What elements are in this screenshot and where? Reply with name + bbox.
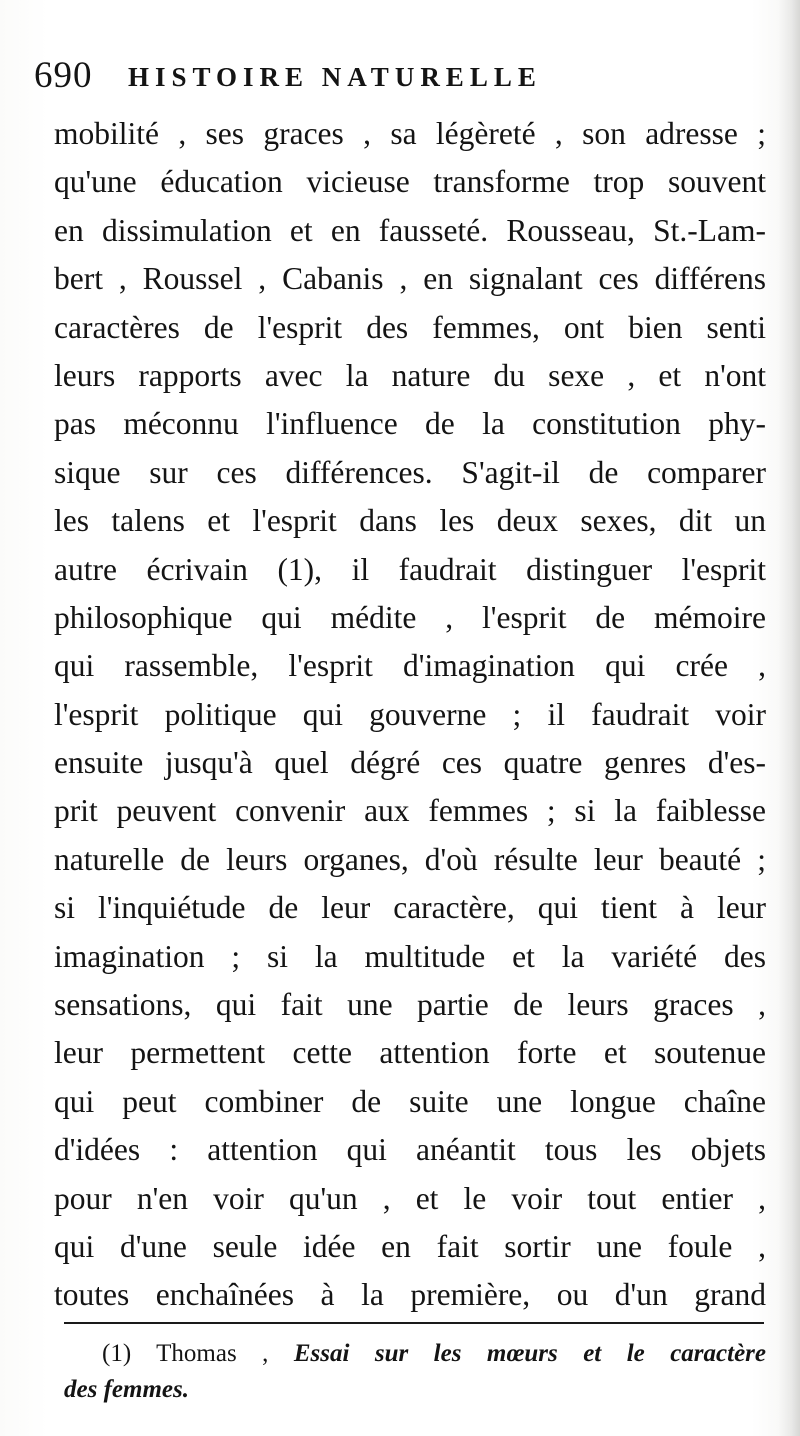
text-line: pas méconnu l'influence de la constitution phy- [54, 406, 766, 442]
footnote-work-title: Essai sur les mœurs et le caractère [293, 1340, 766, 1367]
text-line: qui d'une seule idée en fait sortir une foule , [54, 1228, 766, 1264]
body-text [54, 110, 766, 1320]
footnote-line [64, 1336, 766, 1372]
footnote-marker-author: (1) Thomas , [102, 1340, 269, 1367]
running-title: HISTOIRE NATURELLE [128, 62, 542, 92]
text-line: sensations, qui fait une partie de leurs graces , [54, 987, 766, 1023]
text-line: d'idées : attention qui anéantit tous les objets [54, 1132, 766, 1168]
text-line: pour n'en voir qu'un , et le voir tout entier , [54, 1180, 766, 1216]
text-line: qui rassemble, l'esprit d'imagination qui crée , [54, 648, 766, 684]
text-line: imagination ; si la multitude et la variété des [54, 938, 766, 974]
footnote-work-title-continued: des femmes. [64, 1376, 189, 1403]
text-line: si l'inquiétude de leur caractère, qui tient à leur [54, 890, 766, 926]
page-header [34, 56, 774, 96]
text-line: qu'une éducation vicieuse transforme trop souvent [54, 164, 766, 200]
text-line: toutes enchaînées à la première, ou d'un grand [54, 1277, 766, 1313]
text-line: naturelle de leurs organes, d'où résulte leur beauté ; [54, 841, 766, 877]
text-line: bert , Roussel , Cabanis , en signalant ces différens [54, 261, 766, 297]
text-line: ensuite jusqu'à quel dégré ces quatre genres d'es- [54, 745, 766, 781]
text-line: autre écrivain (1), il faudrait distinguer l'esprit [54, 551, 766, 587]
text-line: en dissimulation et en fausseté. Rousseau, St.-Lam- [54, 212, 766, 248]
footnote-rule [64, 1322, 764, 1324]
footnote [64, 1336, 766, 1408]
text-line: mobilité , ses graces , sa légèreté , son adresse ; [54, 116, 766, 151]
text-line: sique sur ces différences. S'agit-il de comparer [54, 454, 766, 490]
text-line: l'esprit politique qui gouverne ; il faudrait voir [54, 696, 766, 732]
text-line: les talens et l'esprit dans les deux sexes, dit un [54, 503, 766, 539]
text-line: philosophique qui médite , l'esprit de mémoire [54, 599, 766, 635]
page-number: 690 [34, 55, 93, 96]
text-line: caractères de l'esprit des femmes, ont bien senti [54, 309, 766, 345]
text-line: leurs rapports avec la nature du sexe , et n'ont [54, 357, 766, 393]
page-edge-shadow [778, 0, 800, 1436]
text-line: prit peuvent convenir aux femmes ; si la faiblesse [54, 793, 766, 829]
text-line: leur permettent cette attention forte et soutenue [54, 1035, 766, 1071]
text-line: qui peut combiner de suite une longue chaîne [54, 1083, 766, 1119]
